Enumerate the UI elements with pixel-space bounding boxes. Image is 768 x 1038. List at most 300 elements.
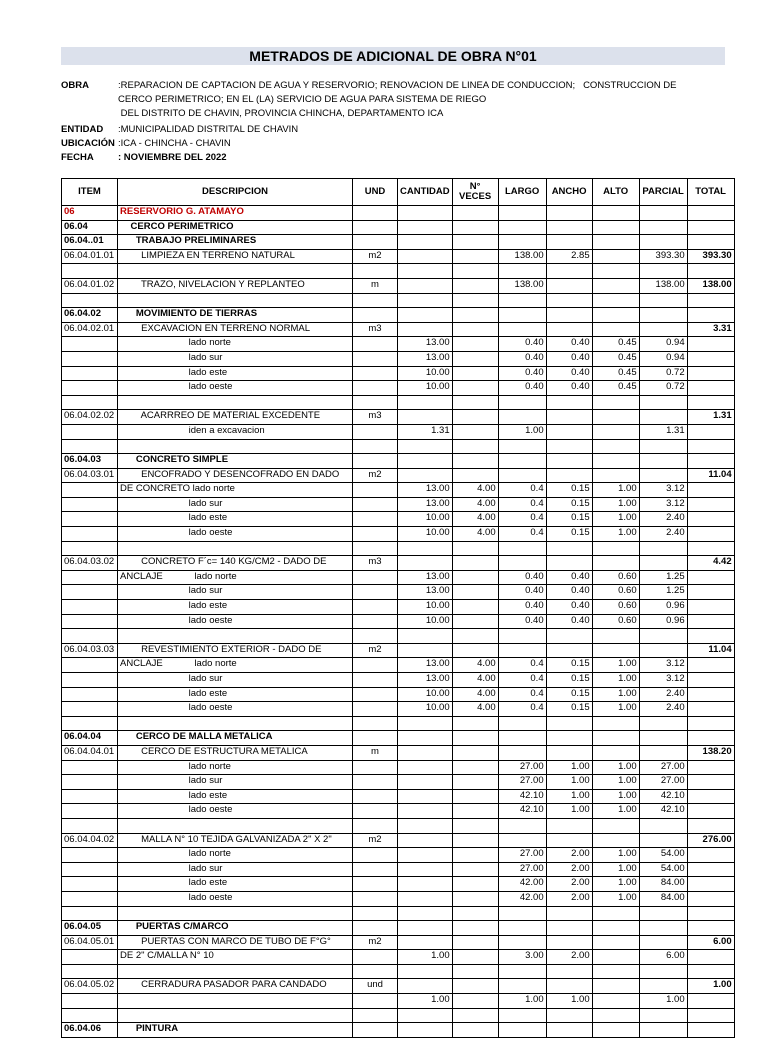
- cell-total: 11.04: [687, 468, 734, 483]
- cell-largo: 0.4: [498, 483, 546, 498]
- cell-largo: 0.4: [498, 687, 546, 702]
- cell-desc: lado norte: [118, 760, 353, 775]
- cell-parcial: 1.00: [639, 994, 687, 1009]
- cell-veces: [452, 424, 498, 439]
- cell-desc: lado este: [118, 600, 353, 615]
- cell-cant: [398, 921, 453, 936]
- cell-desc: lado sur: [118, 775, 353, 790]
- cell-und: [353, 337, 398, 352]
- cell-ancho: [546, 921, 592, 936]
- cell-veces: [452, 614, 498, 629]
- cell-largo: 0.40: [498, 381, 546, 396]
- cell-item: 06.04.03.03: [62, 643, 118, 658]
- cell-desc: CERCO DE ESTRUCTURA METALICA: [118, 745, 353, 760]
- cell-parcial: 84.00: [639, 891, 687, 906]
- cell-item: [62, 804, 118, 819]
- cell-ancho: [546, 454, 592, 469]
- cell-alto: [592, 979, 639, 994]
- cell-und: [353, 804, 398, 819]
- cell-und: [353, 862, 398, 877]
- cell-largo: 0.40: [498, 337, 546, 352]
- cell-desc: [118, 716, 353, 731]
- cell-desc: CERCO DE MALLA METALICA: [118, 731, 353, 746]
- cell-veces: [452, 818, 498, 833]
- table-row: [62, 950, 735, 965]
- cell-veces: [452, 891, 498, 906]
- cell-parcial: [639, 818, 687, 833]
- cell-alto: [592, 293, 639, 308]
- cell-largo: 0.4: [498, 527, 546, 542]
- cell-desc: EXCAVACION EN TERRENO NORMAL: [118, 322, 353, 337]
- cell-largo: 0.4: [498, 702, 546, 717]
- cell-largo: [498, 643, 546, 658]
- cell-total: [687, 921, 734, 936]
- cell-largo: 0.40: [498, 585, 546, 600]
- cell-cant: 13.00: [398, 585, 453, 600]
- cell-veces: 4.00: [452, 658, 498, 673]
- cell-ancho: [546, 424, 592, 439]
- cell-veces: [452, 395, 498, 410]
- cell-ancho: [546, 716, 592, 731]
- cell-ancho: [546, 979, 592, 994]
- cell-desc: lado norte: [118, 337, 353, 352]
- cell-ancho: [546, 833, 592, 848]
- cell-veces: [452, 833, 498, 848]
- cell-cant: 10.00: [398, 381, 453, 396]
- cell-desc: [118, 293, 353, 308]
- cell-ancho: 0.40: [546, 381, 592, 396]
- cell-cant: [398, 804, 453, 819]
- cell-item: 06.04.02: [62, 308, 118, 323]
- cell-und: [353, 293, 398, 308]
- cell-parcial: [639, 264, 687, 279]
- cell-item: [62, 483, 118, 498]
- cell-desc: lado este: [118, 687, 353, 702]
- cell-ancho: [546, 629, 592, 644]
- cell-total: [687, 220, 734, 235]
- cell-desc: lado norte: [118, 848, 353, 863]
- cell-desc: DE CONCRETO lado norte: [118, 483, 353, 498]
- cell-cant: 10.00: [398, 527, 453, 542]
- table-row: [62, 366, 735, 381]
- cell-largo: 0.40: [498, 366, 546, 381]
- cell-cant: [398, 833, 453, 848]
- table-row: [62, 512, 735, 527]
- cell-item: [62, 381, 118, 396]
- cell-alto: [592, 322, 639, 337]
- cell-total: [687, 994, 734, 1009]
- cell-largo: [498, 293, 546, 308]
- cell-alto: [592, 994, 639, 1009]
- cell-ancho: 0.15: [546, 702, 592, 717]
- cell-alto: [592, 818, 639, 833]
- cell-cant: [398, 848, 453, 863]
- cell-ancho: 0.15: [546, 658, 592, 673]
- cell-largo: 1.00: [498, 994, 546, 1009]
- cell-total: [687, 731, 734, 746]
- cell-ancho: [546, 541, 592, 556]
- page-title: METRADOS DE ADICIONAL DE OBRA N°01: [61, 47, 725, 65]
- cell-largo: 27.00: [498, 760, 546, 775]
- cell-largo: [498, 1008, 546, 1023]
- cell-total: [687, 702, 734, 717]
- cell-desc: lado oeste: [118, 381, 353, 396]
- cell-largo: [498, 395, 546, 410]
- cell-veces: [452, 600, 498, 615]
- table-row: [62, 921, 735, 936]
- cell-total: 138.00: [687, 278, 734, 293]
- cell-item: [62, 264, 118, 279]
- cell-und: [353, 570, 398, 585]
- cell-desc: TRAZO, NIVELACION Y REPLANTEO: [118, 278, 353, 293]
- cell-und: [353, 818, 398, 833]
- cell-cant: [398, 278, 453, 293]
- table-row: [62, 906, 735, 921]
- cell-alto: [592, 964, 639, 979]
- cell-alto: [592, 220, 639, 235]
- cell-largo: 0.40: [498, 600, 546, 615]
- cell-total: [687, 775, 734, 790]
- cell-total: [687, 629, 734, 644]
- metrados-table: [61, 178, 735, 1038]
- table-row: [62, 673, 735, 688]
- table-row: [62, 235, 735, 250]
- cell-parcial: [639, 410, 687, 425]
- cell-alto: 1.00: [592, 658, 639, 673]
- cell-ancho: [546, 1008, 592, 1023]
- cell-ancho: 0.15: [546, 673, 592, 688]
- cell-veces: [452, 235, 498, 250]
- obra-line-1: :REPARACION DE CAPTACION DE AGUA Y RESERVORIO; RENOVACION DE LINEA DE CONDUCCION; CONSTRUCCION DE: [118, 80, 677, 91]
- table-header-row: [62, 179, 735, 206]
- cell-desc: MOVIMIENTO DE TIERRAS: [118, 308, 353, 323]
- cell-veces: [452, 629, 498, 644]
- table-row: [62, 994, 735, 1009]
- cell-parcial: 0.96: [639, 614, 687, 629]
- cell-veces: [452, 293, 498, 308]
- cell-ancho: 2.00: [546, 862, 592, 877]
- table-row: [62, 454, 735, 469]
- cell-veces: 4.00: [452, 497, 498, 512]
- cell-alto: 0.60: [592, 570, 639, 585]
- cell-cant: [398, 454, 453, 469]
- cell-alto: 0.60: [592, 600, 639, 615]
- cell-item: [62, 629, 118, 644]
- cell-total: [687, 804, 734, 819]
- cell-desc: DE 2" C/MALLA N° 10: [118, 950, 353, 965]
- table-row: [62, 833, 735, 848]
- cell-alto: 1.00: [592, 891, 639, 906]
- cell-largo: [498, 716, 546, 731]
- cell-largo: [498, 206, 546, 221]
- cell-und: [353, 1023, 398, 1038]
- cell-cant: [398, 745, 453, 760]
- cell-alto: [592, 439, 639, 454]
- cell-parcial: [639, 833, 687, 848]
- table-row: [62, 745, 735, 760]
- cell-item: [62, 424, 118, 439]
- cell-veces: 4.00: [452, 702, 498, 717]
- fecha-value: : NOVIEMBRE DEL 2022: [118, 152, 227, 163]
- entidad-value: :MUNICIPALIDAD DISTRITAL DE CHAVIN: [118, 124, 299, 135]
- obra-line-3: DEL DISTRITO DE CHAVIN, PROVINCIA CHINCHA, DEPARTAMENTO ICA: [118, 108, 444, 119]
- ubicacion-label: UBICACIÓN: [61, 138, 115, 149]
- cell-total: 6.00: [687, 935, 734, 950]
- cell-parcial: 1.31: [639, 424, 687, 439]
- cell-alto: 1.00: [592, 527, 639, 542]
- cell-item: [62, 964, 118, 979]
- table-row: [62, 804, 735, 819]
- cell-parcial: 0.72: [639, 366, 687, 381]
- col-header-parcial: PARCIAL: [639, 179, 687, 206]
- cell-item: [62, 673, 118, 688]
- cell-parcial: 42.10: [639, 789, 687, 804]
- cell-item: [62, 570, 118, 585]
- cell-ancho: [546, 206, 592, 221]
- cell-parcial: 0.72: [639, 381, 687, 396]
- cell-largo: 0.4: [498, 497, 546, 512]
- cell-veces: [452, 731, 498, 746]
- cell-cant: [398, 395, 453, 410]
- cell-und: m2: [353, 249, 398, 264]
- cell-cant: [398, 439, 453, 454]
- cell-total: [687, 527, 734, 542]
- table-row: [62, 775, 735, 790]
- col-header-alto: ALTO: [592, 179, 639, 206]
- cell-alto: [592, 206, 639, 221]
- cell-desc: LIMPIEZA EN TERRENO NATURAL: [118, 249, 353, 264]
- cell-veces: [452, 366, 498, 381]
- cell-parcial: 42.10: [639, 804, 687, 819]
- cell-alto: [592, 395, 639, 410]
- cell-largo: 138.00: [498, 249, 546, 264]
- table-row: [62, 351, 735, 366]
- cell-item: [62, 862, 118, 877]
- cell-total: [687, 337, 734, 352]
- cell-largo: [498, 220, 546, 235]
- cell-total: [687, 585, 734, 600]
- cell-desc: iden a excavacion: [118, 424, 353, 439]
- cell-cant: [398, 862, 453, 877]
- cell-cant: [398, 789, 453, 804]
- cell-alto: 0.45: [592, 381, 639, 396]
- cell-parcial: [639, 454, 687, 469]
- cell-cant: 13.00: [398, 497, 453, 512]
- cell-alto: 1.00: [592, 497, 639, 512]
- cell-largo: [498, 264, 546, 279]
- cell-alto: [592, 921, 639, 936]
- cell-item: 06.04.05: [62, 921, 118, 936]
- cell-alto: 1.00: [592, 760, 639, 775]
- cell-ancho: 0.15: [546, 512, 592, 527]
- cell-ancho: [546, 278, 592, 293]
- cell-desc: ANCLAJE lado norte: [118, 570, 353, 585]
- cell-ancho: 0.15: [546, 483, 592, 498]
- cell-parcial: [639, 745, 687, 760]
- cell-cant: 10.00: [398, 702, 453, 717]
- cell-ancho: 0.15: [546, 497, 592, 512]
- cell-desc: lado sur: [118, 351, 353, 366]
- cell-ancho: 0.40: [546, 570, 592, 585]
- cell-total: 393.30: [687, 249, 734, 264]
- cell-cant: [398, 410, 453, 425]
- table-row: [62, 337, 735, 352]
- cell-total: [687, 789, 734, 804]
- info-block: [61, 79, 741, 169]
- table-row: [62, 468, 735, 483]
- cell-alto: [592, 249, 639, 264]
- cell-cant: [398, 556, 453, 571]
- cell-und: [353, 731, 398, 746]
- cell-alto: 1.00: [592, 702, 639, 717]
- cell-total: [687, 964, 734, 979]
- cell-alto: 0.45: [592, 351, 639, 366]
- cell-total: 4.42: [687, 556, 734, 571]
- col-header-und: UND: [353, 179, 398, 206]
- cell-und: [353, 760, 398, 775]
- cell-alto: [592, 410, 639, 425]
- cell-total: [687, 687, 734, 702]
- cell-veces: [452, 337, 498, 352]
- cell-largo: [498, 541, 546, 556]
- cell-total: [687, 1008, 734, 1023]
- cell-ancho: [546, 308, 592, 323]
- cell-total: [687, 366, 734, 381]
- cell-alto: [592, 643, 639, 658]
- cell-und: m2: [353, 935, 398, 950]
- cell-und: [353, 527, 398, 542]
- cell-largo: [498, 308, 546, 323]
- cell-und: und: [353, 979, 398, 994]
- cell-total: [687, 264, 734, 279]
- cell-item: [62, 541, 118, 556]
- col-header-veces: N° VECES: [452, 179, 498, 206]
- cell-parcial: 84.00: [639, 877, 687, 892]
- table-row: [62, 220, 735, 235]
- cell-total: [687, 760, 734, 775]
- cell-desc: [118, 818, 353, 833]
- cell-und: [353, 264, 398, 279]
- cell-und: [353, 702, 398, 717]
- cell-und: [353, 439, 398, 454]
- cell-cant: [398, 206, 453, 221]
- cell-und: [353, 629, 398, 644]
- cell-und: [353, 964, 398, 979]
- cell-item: 06.04.01.01: [62, 249, 118, 264]
- table-row: [62, 877, 735, 892]
- cell-veces: [452, 979, 498, 994]
- cell-parcial: [639, 468, 687, 483]
- cell-largo: [498, 964, 546, 979]
- table-row: [62, 585, 735, 600]
- cell-parcial: [639, 308, 687, 323]
- table-row: [62, 497, 735, 512]
- cell-ancho: [546, 468, 592, 483]
- cell-parcial: 138.00: [639, 278, 687, 293]
- cell-und: [353, 381, 398, 396]
- cell-desc: MALLA N° 10 TEJIDA GALVANIZADA 2" X 2": [118, 833, 353, 848]
- cell-item: [62, 877, 118, 892]
- cell-und: [353, 950, 398, 965]
- cell-parcial: 393.30: [639, 249, 687, 264]
- cell-veces: [452, 862, 498, 877]
- cell-veces: [452, 964, 498, 979]
- cell-item: [62, 600, 118, 615]
- cell-alto: 1.00: [592, 483, 639, 498]
- cell-item: [62, 702, 118, 717]
- cell-total: [687, 424, 734, 439]
- cell-largo: 138.00: [498, 278, 546, 293]
- table-row: [62, 862, 735, 877]
- cell-item: 06.04.04.01: [62, 745, 118, 760]
- cell-cant: [398, 643, 453, 658]
- cell-desc: lado sur: [118, 673, 353, 688]
- cell-und: [353, 424, 398, 439]
- cell-total: 138.20: [687, 745, 734, 760]
- table-row: [62, 293, 735, 308]
- cell-und: m2: [353, 643, 398, 658]
- cell-cant: 13.00: [398, 570, 453, 585]
- cell-und: m: [353, 278, 398, 293]
- cell-alto: [592, 716, 639, 731]
- entidad-label: ENTIDAD: [61, 124, 104, 135]
- cell-alto: 1.00: [592, 804, 639, 819]
- ubicacion-value: :ICA - CHINCHA - CHAVIN: [118, 138, 231, 149]
- cell-desc: lado sur: [118, 862, 353, 877]
- table-row: [62, 278, 735, 293]
- cell-alto: [592, 745, 639, 760]
- table-row: [62, 658, 735, 673]
- cell-ancho: 0.40: [546, 614, 592, 629]
- cell-item: 06.04: [62, 220, 118, 235]
- cell-veces: 4.00: [452, 512, 498, 527]
- cell-item: [62, 891, 118, 906]
- cell-largo: [498, 818, 546, 833]
- cell-parcial: [639, 541, 687, 556]
- cell-parcial: [639, 206, 687, 221]
- cell-cant: [398, 1008, 453, 1023]
- cell-desc: [118, 994, 353, 1009]
- cell-item: [62, 497, 118, 512]
- cell-alto: 1.00: [592, 673, 639, 688]
- cell-veces: 4.00: [452, 527, 498, 542]
- cell-alto: [592, 833, 639, 848]
- cell-cant: [398, 1023, 453, 1038]
- cell-item: [62, 789, 118, 804]
- cell-und: [353, 789, 398, 804]
- cell-total: [687, 381, 734, 396]
- cell-und: [353, 600, 398, 615]
- cell-largo: [498, 629, 546, 644]
- cell-desc: PINTURA: [118, 1023, 353, 1038]
- cell-veces: [452, 877, 498, 892]
- cell-parcial: 54.00: [639, 848, 687, 863]
- cell-item: [62, 687, 118, 702]
- cell-item: [62, 585, 118, 600]
- cell-cant: 13.00: [398, 483, 453, 498]
- cell-item: 06.04.03.01: [62, 468, 118, 483]
- cell-desc: lado oeste: [118, 614, 353, 629]
- cell-largo: 27.00: [498, 775, 546, 790]
- cell-veces: [452, 994, 498, 1009]
- table-row: [62, 687, 735, 702]
- cell-desc: ENCOFRADO Y DESENCOFRADO EN DADO: [118, 468, 353, 483]
- cell-cant: [398, 775, 453, 790]
- obra-line-2: CERCO PERIMETRICO; EN EL (LA) SERVICIO DE AGUA PARA SISTEMA DE RIEGO: [118, 94, 487, 105]
- col-header-cantidad: CANTIDAD: [398, 179, 453, 206]
- col-header-largo: LARGO: [498, 179, 546, 206]
- cell-und: [353, 351, 398, 366]
